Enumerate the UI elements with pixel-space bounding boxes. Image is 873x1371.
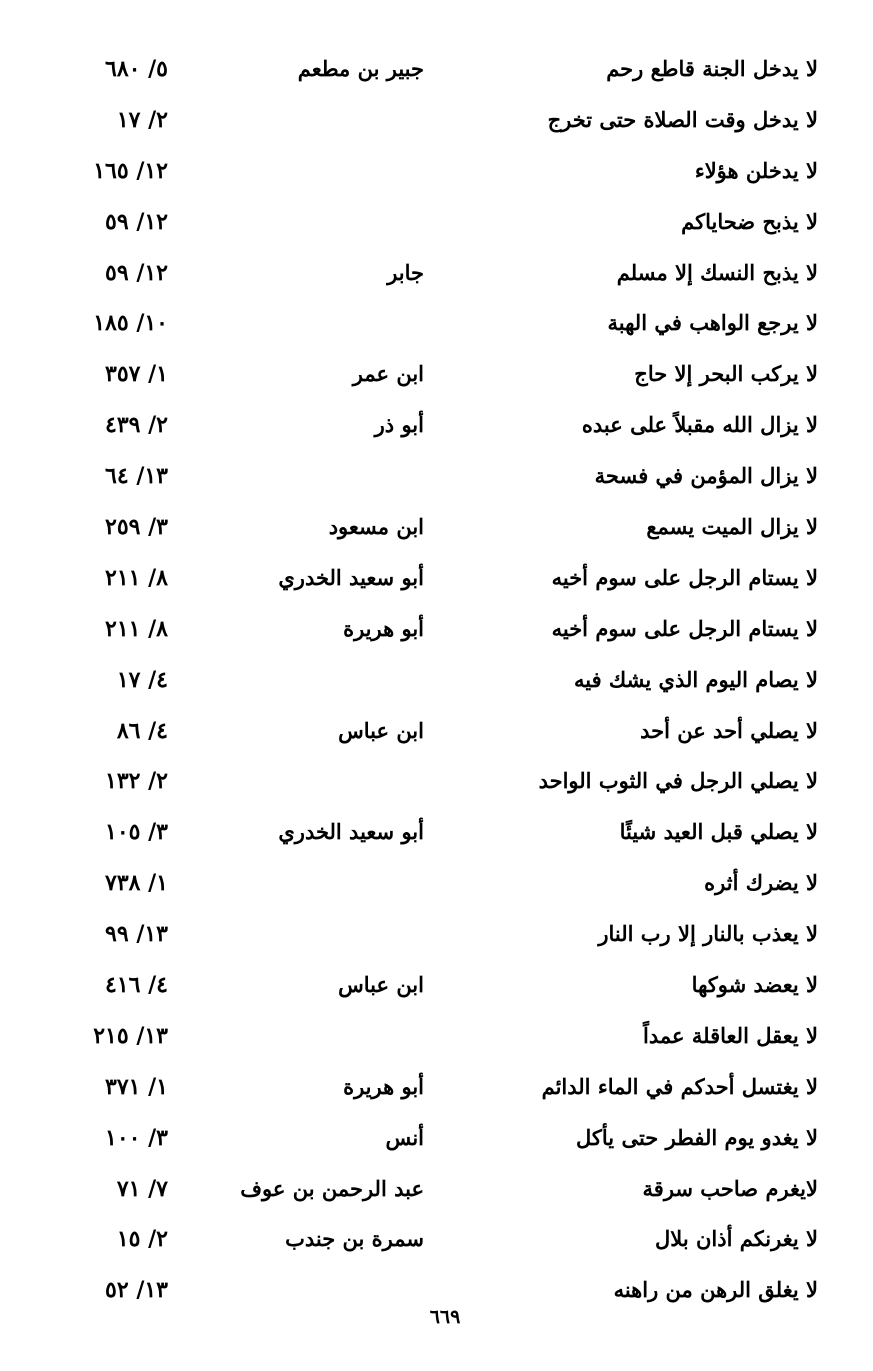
volume-page-reference: ١/ ٣٧١ (105, 1073, 168, 1100)
narrator-name: جبير بن مطعم (297, 56, 424, 81)
volume-page-reference: ٥/ ٦٨٠ (105, 56, 168, 82)
index-row (0, 404, 873, 455)
hadith-text: لا يغدو يوم الفطر حتى يأكل (575, 1124, 818, 1150)
volume-page-reference: ١/ ٣٥٧ (105, 361, 168, 388)
hadith-text: لا يغتسل أحدكم في الماء الدائم (541, 1073, 818, 1099)
narrator-name: سمرة بن جندب (285, 1226, 424, 1252)
volume-page-reference: ٣/ ١٠٠ (105, 1124, 168, 1151)
volume-page-reference: ١٢/ ١٦٥ (93, 157, 168, 184)
volume-page-reference: ٨/ ٢١١ (105, 564, 168, 591)
narrator-name: أنس (385, 1124, 424, 1150)
volume-page-reference: ٢/ ١٥ (116, 1226, 168, 1253)
narrator-name: عبد الرحمن بن عوف (240, 1175, 424, 1201)
narrator-name: أبو هريرة (343, 615, 424, 641)
volume-page-reference: ١٢/ ٥٩ (105, 259, 168, 286)
hadith-text: لا يدخلن هؤلاء (694, 157, 818, 183)
index-row (0, 710, 873, 761)
index-row (0, 99, 873, 150)
index-row (0, 48, 873, 99)
hadith-text: لا يصلي قبل العيد شيئًا (619, 819, 818, 845)
hadith-text: لا يغلق الرهن من راهنه (613, 1277, 818, 1303)
index-row (0, 455, 873, 506)
hadith-text: لايغرم صاحب سرقة (642, 1175, 818, 1201)
volume-page-reference: ٤/ ٤١٦ (105, 972, 168, 999)
hadith-text: لا يرجع الواهب في الهبة (607, 310, 818, 336)
narrator-name: جابر (387, 259, 424, 285)
index-row (0, 659, 873, 710)
hadith-text: لا يزال المؤمن في فسحة (594, 463, 818, 489)
hadith-text: لا يزال الميت يسمع (646, 514, 818, 540)
narrator-name: ابن مسعود (328, 514, 424, 540)
narrator-name: ابن عمر (352, 361, 424, 387)
index-row (0, 201, 873, 252)
volume-page-reference: ١٣/ ٦٤ (105, 463, 168, 490)
hadith-text: لا يعذب بالنار إلا رب النار (598, 921, 818, 947)
narrator-name: أبو سعيد الخدري (278, 819, 424, 845)
narrator-name: أبو هريرة (343, 1073, 424, 1099)
index-row (0, 964, 873, 1015)
volume-page-reference: ١٣/ ٩٩ (105, 921, 168, 948)
volume-page-reference: ٢/ ١٧ (116, 106, 168, 133)
hadith-text: لا يصلي الرجل في الثوب الواحد (538, 768, 818, 794)
volume-page-reference: ١٠/ ١٨٥ (93, 310, 168, 337)
index-row (0, 913, 873, 964)
hadith-text: لا يضرك أثره (704, 870, 818, 896)
hadith-text: لا يستام الرجل على سوم أخيه (551, 564, 818, 590)
volume-page-reference: ٢/ ٤٣٩ (105, 412, 168, 439)
volume-page-reference: ٣/ ١٠٥ (105, 819, 168, 846)
hadith-text: لا يصلي أحد عن أحد (640, 717, 818, 743)
index-row (0, 760, 873, 811)
index-row (0, 1015, 873, 1066)
hadith-text: لا يزال الله مقبلاً على عبده (581, 412, 818, 438)
hadith-text: لا يركب البحر إلا حاج (634, 361, 818, 387)
hadith-text: لا يغرنكم أذان بلال (655, 1226, 818, 1252)
volume-page-reference: ١٣/ ٥٢ (105, 1277, 168, 1304)
narrator-name: أبو سعيد الخدري (278, 564, 424, 590)
index-row (0, 506, 873, 557)
narrator-name: ابن عباس (338, 717, 424, 743)
hadith-text: لا يذبح ضحاياكم (681, 208, 818, 234)
hadith-text: لا يستام الرجل على سوم أخيه (551, 615, 818, 641)
index-row (0, 252, 873, 303)
index-row (0, 150, 873, 201)
volume-page-reference: ٨/ ٢١١ (105, 615, 168, 642)
volume-page-reference: ٤/ ١٧ (116, 666, 168, 693)
index-row (0, 1168, 873, 1219)
volume-page-reference: ٢/ ١٣٢ (105, 768, 168, 795)
hadith-text: لا يدخل وقت الصلاة حتى تخرج (547, 106, 818, 132)
volume-page-reference: ٣/ ٢٥٩ (105, 514, 168, 541)
hadith-text: لا يعقل العاقلة عمداً (643, 1022, 818, 1048)
volume-page-reference: ١٢/ ٥٩ (105, 208, 168, 235)
hadith-text: لا يذبح النسك إلا مسلم (616, 259, 818, 285)
volume-page-reference: ٧/ ٧١ (116, 1175, 168, 1202)
hadith-text: لا يعضد شوكها (691, 972, 818, 998)
index-row (0, 608, 873, 659)
index-row (0, 811, 873, 862)
hadith-text: لا يصام اليوم الذي يشك فيه (573, 666, 818, 692)
index-row (0, 557, 873, 608)
index-row (0, 862, 873, 913)
volume-page-reference: ٤/ ٨٦ (116, 717, 168, 744)
hadith-text: لا يدخل الجنة قاطع رحم (606, 56, 818, 81)
index-row (0, 353, 873, 404)
index-row (0, 302, 873, 353)
volume-page-reference: ١/ ٧٣٨ (105, 870, 168, 897)
index-row (0, 1066, 873, 1117)
narrator-name: ابن عباس (338, 972, 424, 998)
volume-page-reference: ١٣/ ٢١٥ (93, 1022, 168, 1049)
index-row (0, 1218, 873, 1269)
index-row (0, 1117, 873, 1168)
page-number: ٦٦٩ (429, 1306, 461, 1328)
hadith-index-list (0, 48, 873, 1320)
narrator-name: أبو ذر (374, 412, 424, 438)
